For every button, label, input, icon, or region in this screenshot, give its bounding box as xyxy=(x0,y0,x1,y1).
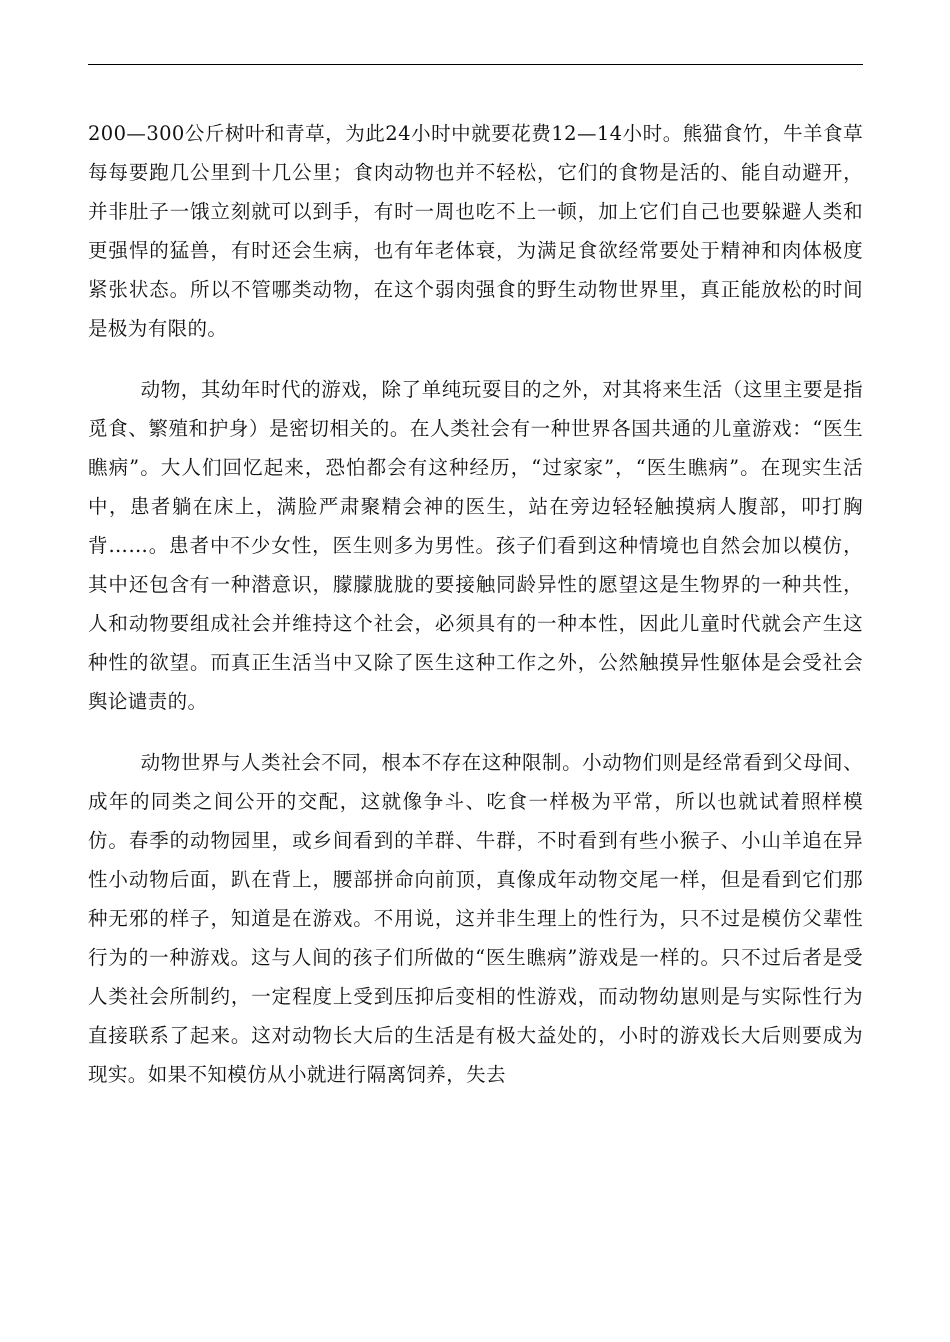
document-body xyxy=(88,114,863,1094)
paragraph-childhood-games: 动物，其幼年时代的游戏，除了单纯玩耍目的之外，对其将来生活（这里主要是指觅食、繁殖和护身）是密切相关的。在人类社会有一种世界各国共通的儿童游戏：“医生瞧病”。大人们回忆起来，恐怕都会有这种经历，“过家家”，“医生瞧病”。在现实生活中，患者躺在床上，满脸严肃聚精会神的医生，站在旁边轻轻触摸病人腹部，叩打胸背……。患者中不少女性，医生则多为男性。孩子们看到这种情境也自然会加以模仿，其中还包含有一种潜意识，朦朦胧胧的要接触同龄异性的愿望这是生物界的一种共性，人和动物要组成社会并维持这个社会，必须具有的一种本性，因此儿童时代就会产生这种性的欲望。而真正生活当中又除了医生这种工作之外，公然触摸异性躯体是会受社会舆论谴责的。 xyxy=(88,378,863,713)
paragraph-continued: 200—300公斤树叶和青草，为此24小时中就要花费12—14小时。熊猫食竹，牛羊食草每每要跑几公里到十几公里；食肉动物也并不轻松，它们的食物是活的、能自动避开，并非肚子一饿立刻就可以到手，有时一周也吃不上一顿，加上它们自己也要躲避人类和更强悍的猛兽，有时还会生病，也有年老体衰，为满足食欲经常要处于精神和肉体极度紧张状态。所以不管哪类动物，在这个弱肉强食的野生动物世界里，真正能放松的时间是极为有限的。 xyxy=(88,122,863,340)
header-rule xyxy=(88,64,863,65)
paragraph-animal-world: 动物世界与人类社会不同，根本不存在这种限制。小动物们则是经常看到父母间、成年的同类之间公开的交配，这就像争斗、吃食一样极为平常，所以也就试着照样模仿。春季的动物园里，或乡间看到的羊群、牛群，不时看到有些小猴子、小山羊追在异性小动物后面，趴在背上，腰部拼命向前顶，真像成年动物交尾一样，但是看到它们那种无邪的样子，知道是在游戏。不用说，这并非生理上的性行为，只不过是模仿父辈性行为的一种游戏。这与人间的孩子们所做的“医生瞧病”游戏是一样的。只不过后者是受人类社会所制约，一定程度上受到压抑后变相的性游戏，而动物幼崽则是与实际性行为直接联系了起来。这对动物长大后的生活是有极大益处的，小时的游戏长大后则要成为现实。如果不知模仿从小就进行隔离饲养，失去 xyxy=(88,751,863,1086)
